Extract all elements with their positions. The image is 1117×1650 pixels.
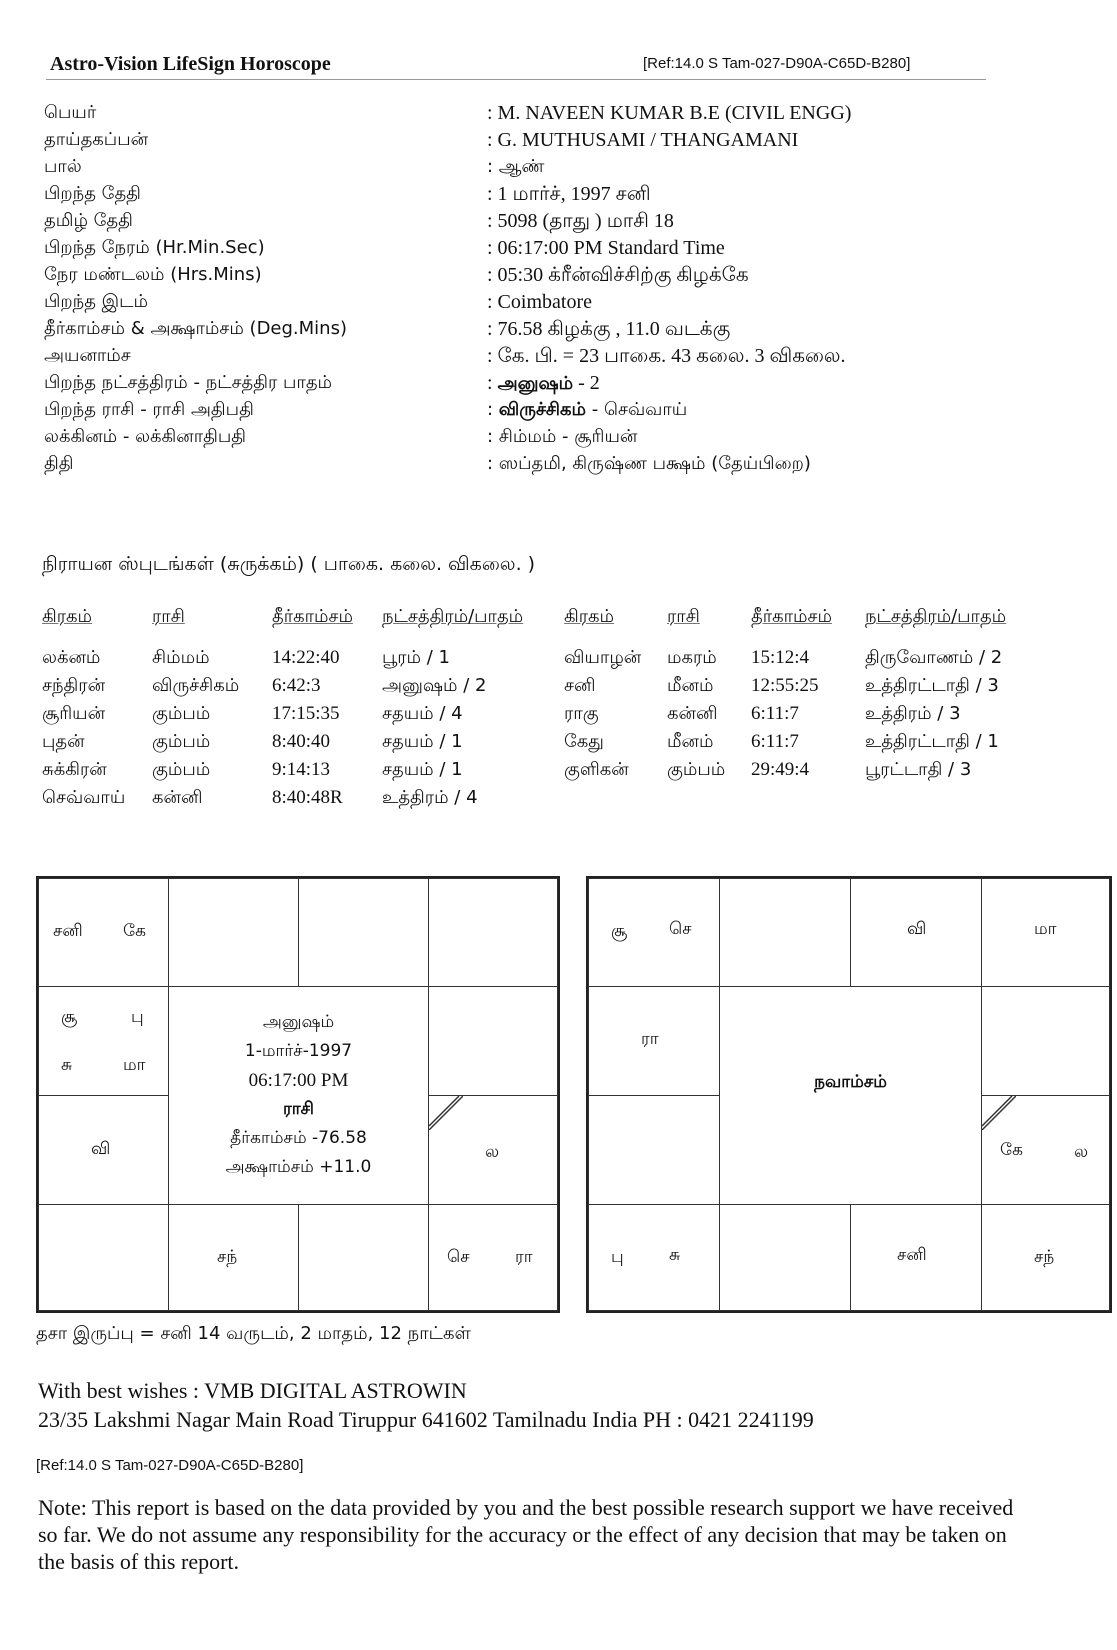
rasi-house-taurus	[298, 878, 429, 987]
navamsa-house-aries	[719, 878, 851, 987]
detail-value: : ஆண்	[487, 156, 545, 177]
dasa-balance: தசா இருப்பு = சனி 14 வருடம், 2 மாதம், 12 நாட்கள்	[36, 1323, 471, 1344]
planet-label: சந்	[217, 1247, 238, 1267]
navamsa-house-gemini	[981, 878, 1110, 987]
detail-row-rasi	[44, 399, 1044, 426]
planet-label: கே	[1000, 1140, 1023, 1160]
detail-row-parents	[44, 129, 1044, 156]
navamsa-house-pisces	[588, 878, 720, 987]
cell: 14:22:40	[272, 647, 340, 668]
detail-value: : கே. பி. = 23 பாகை. 43 கலை. 3 விகலை.	[487, 345, 846, 367]
rasi-chart	[36, 876, 560, 1313]
rasi-lord: - செவ்வாய்	[586, 399, 688, 420]
cell: 15:12:4	[751, 647, 810, 668]
detail-label: நேர மண்டலம் (Hrs.Mins)	[44, 264, 262, 285]
col-header: தீர்காம்சம்	[272, 605, 353, 627]
planet-label: சு	[669, 1245, 681, 1265]
header-divider	[46, 79, 986, 80]
rasi-bold: விருச்சிகம்	[498, 399, 587, 420]
cell: அனுஷம் / 2	[382, 674, 487, 696]
detail-label: திதி	[44, 453, 74, 474]
table-row	[42, 644, 1042, 672]
detail-value: : 76.58 கிழக்கு , 11.0 வடக்கு	[487, 318, 731, 340]
detail-row-time-zone	[44, 264, 1044, 291]
col-header: கிரகம்	[564, 605, 615, 627]
col-header: நட்சத்திரம்/பாதம்	[865, 605, 1007, 627]
nakshatra-bold: அனுஷம்	[497, 373, 574, 394]
cell	[667, 784, 751, 812]
cell: கன்னி	[667, 702, 718, 724]
footer-reference: [Ref:14.0 S Tam-027-D90A-C65D-B280]	[36, 1457, 304, 1474]
disclaimer-note: Note: This report is based on the data provided by you and the best possible research support we have received so far. We do not assume any responsibility for the accuracy or the effect of any decision that may be taken on the basis of this report.	[38, 1495, 1014, 1574]
planet-label: வி	[907, 919, 927, 939]
detail-label: பால்	[44, 156, 82, 177]
detail-value: : ஸப்தமி, கிருஷ்ண பக்ஷம் (தேய்பிறை)	[487, 453, 811, 474]
cell: உத்திரம் / 3	[865, 702, 961, 724]
cell: 6:11:7	[751, 703, 799, 724]
col-header: ராசி	[667, 605, 700, 627]
planet-label: ரா	[515, 1247, 533, 1267]
detail-value: : M. NAVEEN KUMAR B.E (CIVIL ENGG)	[487, 102, 852, 124]
cell: லக்னம்	[42, 646, 101, 668]
cell: பூரம் / 1	[382, 646, 450, 668]
cell: கும்பம்	[152, 730, 211, 752]
table-row	[42, 784, 1042, 812]
planet-positions-table	[42, 602, 1042, 812]
cell	[865, 784, 1042, 812]
cell: சதயம் / 1	[382, 758, 463, 780]
cell: மகரம்	[667, 646, 717, 668]
cell: புதன்	[42, 730, 85, 752]
detail-label: பிறந்த நேரம் (Hr.Min.Sec)	[44, 237, 265, 258]
col-header: கிரகம்	[42, 605, 93, 627]
table-row	[42, 728, 1042, 756]
table-row	[42, 756, 1042, 784]
center-longitude: தீர்காம்சம் -76.58	[230, 1128, 367, 1148]
rasi-house-gemini	[428, 878, 558, 987]
planet-label: செ	[669, 919, 692, 939]
detail-value: : G. MUTHUSAMI / THANGAMANI	[487, 129, 799, 151]
rasi-house-scorpio	[168, 1204, 299, 1311]
detail-label: பெயர்	[44, 102, 97, 123]
planet-label: சந்	[1034, 1247, 1055, 1267]
cell: செவ்வாய்	[42, 786, 126, 808]
planet-label: செ	[447, 1247, 470, 1267]
detail-label: தீர்காம்சம் & அக்ஷாம்சம் (Deg.Mins)	[44, 318, 347, 339]
detail-row-tithi	[44, 453, 1044, 480]
detail-value: : 06:17:00 PM Standard Time	[487, 237, 725, 259]
navamsa-house-aquarius	[588, 986, 720, 1096]
cell: மீனம்	[667, 730, 714, 752]
cell: சதயம் / 4	[382, 702, 463, 724]
rasi-house-cancer	[428, 986, 558, 1096]
cell: வியாழன்	[564, 646, 642, 668]
cell: சிம்மம்	[152, 646, 210, 668]
rasi-house-libra	[298, 1204, 429, 1311]
navamsa-chart	[586, 876, 1112, 1313]
detail-label: பிறந்த ராசி - ராசி அதிபதி	[44, 399, 254, 420]
navamsa-house-taurus	[850, 878, 982, 987]
detail-row-gender	[44, 156, 1044, 183]
cell: குளிகன்	[564, 758, 629, 780]
detail-label: லக்கினம் - லக்கினாதிபதி	[44, 426, 247, 447]
footer-wishes: With best wishes : VMB DIGITAL ASTROWIN	[38, 1378, 467, 1403]
detail-value: : சிம்மம் - சூரியன்	[487, 426, 638, 447]
planet-label: சு	[61, 1055, 73, 1075]
cell: உத்திரட்டாதி / 3	[865, 674, 999, 696]
cell: பூரட்டாதி / 3	[865, 758, 972, 780]
cell: கன்னி	[152, 786, 203, 808]
center-chart-name: நவாம்சம்	[814, 1072, 887, 1092]
rasi-chart-center	[169, 1008, 428, 1182]
planet-label: மா	[123, 1055, 146, 1075]
cell: 12:55:25	[751, 675, 819, 696]
detail-row-ayanamsa	[44, 345, 1044, 372]
detail-row-birth-time	[44, 237, 1044, 264]
planet-label: சனி	[897, 1245, 927, 1265]
planet-label: ரா	[641, 1029, 659, 1049]
detail-label: பிறந்த இடம்	[44, 291, 148, 312]
detail-row-tamil-date	[44, 210, 1044, 237]
planet-label: ல	[485, 1142, 500, 1162]
table-row	[42, 672, 1042, 700]
cell: உத்திரம் / 4	[382, 786, 478, 808]
lagna-marker-icon	[982, 1096, 1016, 1130]
detail-value: : அனுஷம் - 2	[487, 372, 600, 394]
cell: 29:49:4	[751, 759, 810, 780]
cell: உத்திரட்டாதி / 1	[865, 730, 999, 752]
navamsa-house-cancer	[981, 986, 1110, 1096]
planet-label: மா	[1034, 919, 1057, 939]
navamsa-house-scorpio	[719, 1204, 851, 1311]
planet-label: வி	[91, 1139, 111, 1159]
birth-details	[44, 102, 1044, 480]
detail-value: : 1 மார்ச், 1997 சனி	[487, 183, 651, 205]
planet-label: சூ	[61, 1007, 78, 1027]
report-title: Astro-Vision LifeSign Horoscope	[50, 53, 331, 75]
planet-table-title: நிராயன ஸ்புடங்கள் (சுருக்கம்) ( பாகை. கலை. விகலை. )	[42, 553, 536, 575]
cell: சதயம் / 1	[382, 730, 463, 752]
cell: 8:40:40	[272, 731, 331, 752]
detail-label: பிறந்த தேதி	[44, 183, 141, 204]
table-row	[42, 700, 1042, 728]
cell: 17:15:35	[272, 703, 340, 724]
detail-label: தமிழ் தேதி	[44, 210, 133, 231]
detail-label: அயனாம்ச	[44, 345, 131, 366]
cell	[751, 784, 865, 812]
cell: விருச்சிகம்	[152, 674, 240, 696]
detail-value: : விருச்சிகம் - செவ்வாய்	[487, 399, 688, 420]
detail-value: : 05:30 க்ரீன்விச்சிற்கு கிழக்கே	[487, 264, 749, 286]
cell: கும்பம்	[152, 758, 211, 780]
detail-value: : Coimbatore	[487, 291, 592, 313]
navamsa-house-leo	[981, 1095, 1110, 1205]
detail-row-name	[44, 102, 1044, 129]
cell: சனி	[564, 674, 596, 696]
cell: மீனம்	[667, 674, 714, 696]
planet-label: கே	[123, 921, 146, 941]
cell: 8:40:48R	[272, 787, 343, 808]
report-reference: [Ref:14.0 S Tam-027-D90A-C65D-B280]	[643, 55, 911, 72]
planet-label: சனி	[53, 921, 83, 941]
cell: கேது	[564, 730, 604, 752]
col-header: ராசி	[152, 605, 185, 627]
navamsa-house-libra	[850, 1204, 982, 1311]
rasi-house-sagittarius	[38, 1204, 169, 1311]
cell: கும்பம்	[667, 758, 726, 780]
nakshatra-pada: - 2	[573, 372, 600, 394]
cell: சுக்கிரன்	[42, 758, 107, 780]
cell	[564, 784, 667, 812]
detail-row-lagna	[44, 426, 1044, 453]
cell: சந்திரன்	[42, 674, 106, 696]
rasi-house-aries	[168, 878, 299, 987]
lagna-marker-icon	[429, 1096, 463, 1130]
rasi-house-aquarius	[38, 986, 169, 1096]
table-header-row	[42, 602, 1042, 632]
cell: சூரியன்	[42, 702, 106, 724]
rasi-house-capricorn	[38, 1095, 169, 1205]
detail-row-coordinates	[44, 318, 1044, 345]
detail-value: : 5098 (தாது ) மாசி 18	[487, 210, 674, 232]
detail-row-nakshatra	[44, 372, 1044, 399]
rasi-house-virgo	[428, 1204, 558, 1311]
cell: திருவோணம் / 2	[865, 646, 1003, 668]
detail-row-birth-date	[44, 183, 1044, 210]
cell: 6:11:7	[751, 731, 799, 752]
detail-label: தாய்தகப்பன்	[44, 129, 149, 150]
col-header: தீர்காம்சம்	[751, 605, 832, 627]
planet-label: பு	[131, 1007, 144, 1027]
center-date: 1-மார்ச்-1997	[244, 1041, 353, 1061]
cell: ராகு	[564, 702, 599, 724]
center-latitude: அக்ஷாம்சம் +11.0	[225, 1157, 372, 1177]
cell: 9:14:13	[272, 759, 331, 780]
center-chart-name: ராசி	[283, 1099, 314, 1119]
center-star: அனுஷம்	[262, 1012, 335, 1032]
navamsa-house-virgo	[981, 1204, 1110, 1311]
cell: கும்பம்	[152, 702, 211, 724]
footer-address: 23/35 Lakshmi Nagar Main Road Tiruppur 641602 Tamilnadu India PH : 0421 2241199	[38, 1407, 814, 1432]
planet-label: ல	[1074, 1142, 1089, 1162]
detail-label: பிறந்த நட்சத்திரம் - நட்சத்திர பாதம்	[44, 372, 333, 393]
rasi-house-leo	[428, 1095, 558, 1205]
planet-label: சூ	[611, 921, 628, 941]
center-time: 06:17:00 PM	[248, 1070, 349, 1091]
cell: 6:42:3	[272, 675, 321, 696]
navamsa-chart-center	[720, 1068, 981, 1097]
col-header: நட்சத்திரம்/பாதம்	[382, 605, 524, 627]
detail-row-birth-place	[44, 291, 1044, 318]
rasi-house-pisces	[38, 878, 169, 987]
navamsa-house-sagittarius	[588, 1204, 720, 1311]
planet-label: பு	[611, 1247, 624, 1267]
navamsa-house-capricorn	[588, 1095, 720, 1205]
